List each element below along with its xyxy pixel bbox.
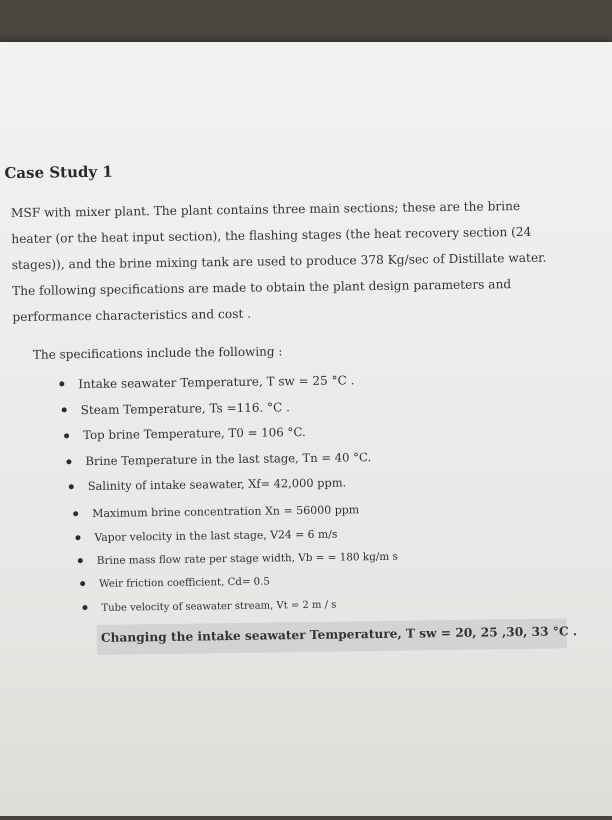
paper-sheet <box>0 42 612 816</box>
bullet-icon <box>66 459 71 464</box>
list-item: Brine Temperature in the last stage, Tn = 40 °C. <box>66 450 371 468</box>
bullet-icon <box>78 558 83 563</box>
case-study-title: Case Study 1 <box>4 162 113 183</box>
list-item: Salinity of intake seawater, Xf= 42,000 ppm. <box>69 475 347 493</box>
bullet-icon <box>73 511 78 516</box>
list-item: Brine mass flow rate per stage width, Vb = = 180 kg/m s <box>78 551 398 567</box>
paragraph-line: MSF with mixer plant. The plant contains three main sections; these are the brine <box>10 198 521 221</box>
description-paragraph <box>11 192 585 330</box>
bullet-icon <box>69 484 74 489</box>
bullet-icon <box>75 535 80 540</box>
bullet-icon <box>80 581 85 586</box>
list-item: Weir friction coefficient, Cd= 0.5 <box>80 577 270 591</box>
paragraph-line: heater (or the heat input section), the flashing stages (the heat recovery section (24 <box>11 224 532 247</box>
bullet-icon <box>64 433 69 438</box>
list-item: Maximum brine concentration Xn = 56000 ppm <box>73 503 359 520</box>
list-item: Intake seawater Temperature, T sw = 25 °C . <box>59 373 354 391</box>
highlighted-note <box>97 618 578 655</box>
list-item: Steam Temperature, Ts =116. °C . <box>62 400 290 417</box>
document-content <box>0 38 612 820</box>
list-item: Vapor velocity in the last stage, V24 = 6 m/s <box>75 528 337 545</box>
list-item: Tube velocity of seawater stream, Vt = 2 m / s <box>82 600 336 615</box>
paragraph-line: performance characteristics and cost . <box>12 306 252 325</box>
paragraph-line: stages)), and the brine mixing tank are used to produce 378 Kg/sec of Distillate water. <box>11 250 547 273</box>
bullet-icon <box>59 381 64 386</box>
paragraph-line: The following specifications are made to obtain the plant design parameters and <box>11 277 512 299</box>
note-text: Changing the intake seawater Temperature, T sw = 20, 25 ,30, 33 °C . <box>100 624 578 645</box>
bullet-icon <box>82 605 87 610</box>
bullet-icon <box>62 407 67 412</box>
list-item: Top brine Temperature, T0 = 106 °C. <box>64 425 306 442</box>
specifications-intro: The specifications include the following : <box>32 344 283 362</box>
